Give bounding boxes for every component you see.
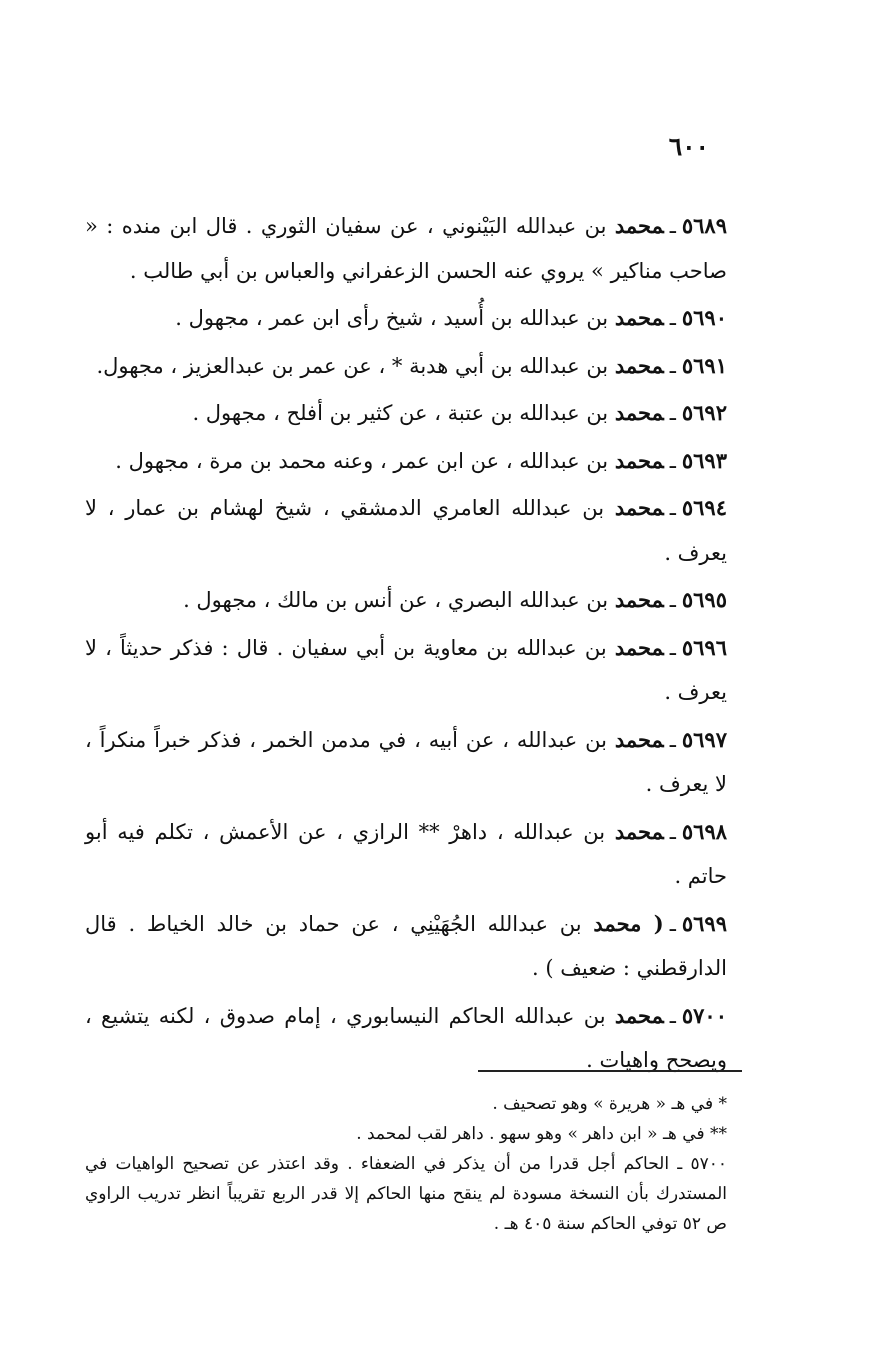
entry-number: ٥٦٩٤ xyxy=(681,495,727,520)
entry-dash: ـ xyxy=(669,727,676,752)
entry-number: ٥٦٩٦ xyxy=(681,634,727,660)
entry-dash: ـ xyxy=(669,635,676,660)
footnotes xyxy=(85,1089,727,1239)
entry-dash: ـ xyxy=(669,353,676,378)
entry-text: بن عبدالله ، داهرْ ** الرازي ، عن الأعمش ، تكلم فيه أبو حاتم . xyxy=(85,819,727,888)
entry-name: محمد xyxy=(614,818,664,844)
entry-dash: ـ xyxy=(669,214,676,238)
entry-dash: ـ xyxy=(669,448,676,473)
entry-name: محمد xyxy=(614,213,664,238)
entry-5697 xyxy=(85,718,727,807)
entry-number: ٥٦٩٢ xyxy=(681,400,727,425)
entry-5694 xyxy=(85,486,727,575)
entry-text: بن عبدالله بن أُسيد ، شيخ رأى ابن عمر ، مجهول . xyxy=(175,306,609,330)
entry-number: ٥٦٩٧ xyxy=(681,726,727,752)
entry-dash: ـ xyxy=(669,1003,676,1028)
footnote-2: ** في هـ « ابن داهر » وهو سهو . داهر لقب لمحمد . xyxy=(356,1124,727,1144)
entry-dash: ـ xyxy=(669,306,676,330)
entry-text: بن عبدالله الحاكم النيسابوري ، إمام صدوق ، لكنه يتشيع ، ويصحح واهيات . xyxy=(85,1003,727,1072)
entry-5696 xyxy=(85,626,727,715)
entry-name: محمد xyxy=(614,447,664,473)
entry-text: بن عبدالله ، عن ابن عمر ، وعنه محمد بن مرة ، مجهول . xyxy=(115,448,609,473)
entry-text: بن عبدالله البصري ، عن أنس بن مالك ، مجهول . xyxy=(183,588,609,612)
entry-name: محمد xyxy=(614,1002,664,1028)
entry-number: ٥٦٩٨ xyxy=(681,818,728,844)
entry-text: بن عبدالله بن عتبة ، عن كثير بن أفلح ، مجهول . xyxy=(192,401,609,425)
entry-number: ٥٦٩١ xyxy=(681,352,727,378)
entry-name: محمد xyxy=(614,587,664,612)
entry-text: بن عبدالله ، عن أبيه ، في مدمن الخمر ، فذكر خبراً منكراً ، لا يعرف . xyxy=(85,727,727,796)
page-number: ٦٠٠ xyxy=(668,132,709,161)
entry-5695 xyxy=(85,578,727,623)
entry-number: ٥٦٨٩ xyxy=(681,213,727,238)
entry-name: محمد xyxy=(614,305,664,330)
entry-5691 xyxy=(85,344,727,389)
footnote-1: * في هـ « هريرة » وهو تصحيف . xyxy=(492,1094,727,1114)
entry-name: محمد xyxy=(614,400,664,425)
entry-number: ٥٦٩٥ xyxy=(681,587,727,612)
entry-name: محمد xyxy=(614,495,664,520)
entries-list xyxy=(85,204,727,1086)
entry-text: بن عبدالله بن معاوية بن أبي سفيان . قال : فذكر حديثاً ، لا يعرف . xyxy=(85,635,727,704)
entry-number: ٥٦٩٠ xyxy=(681,305,727,330)
entry-5689 xyxy=(85,204,727,293)
entry-dash: ـ xyxy=(669,911,676,936)
entry-text: بن عبدالله العامري الدمشقي ، شيخ لهشام بن عمار ، لا يعرف . xyxy=(85,496,727,565)
entry-text: بن عبدالله بن أبي هدبة * ، عن عمر بن عبدالعزيز ، مجهول. xyxy=(96,353,609,378)
entry-name: محمد xyxy=(614,352,664,378)
footnote-3: ٥٧٠٠ ـ الحاكم أجل قدرا من أن يذكر في الضعفاء . وقد اعتذر عن تصحيح الواهيات في المستدرك بأن النسخة مسودة لم ينقح منها الحاكم إلا قدر الربع تقريباً انظر تدريب الراوي ص ٥٢ توفي الحاكم سنة ٤٠٥ هـ . xyxy=(85,1154,727,1234)
entry-5692 xyxy=(85,391,727,436)
entry-name: ( محمد xyxy=(593,910,664,936)
entry-dash: ـ xyxy=(669,819,676,844)
entry-name: محمد xyxy=(614,726,664,752)
entry-dash: ـ xyxy=(669,496,676,520)
entry-5699 xyxy=(85,902,727,991)
entry-dash: ـ xyxy=(669,588,676,612)
entry-dash: ـ xyxy=(669,401,676,425)
entry-5693 xyxy=(85,439,727,484)
entry-text: بن عبدالله البَيْنوني ، عن سفيان الثوري . قال ابن منده : « صاحب مناكير » يروي عنه الحسن الزعفراني والعباس بن أبي طالب . xyxy=(85,214,727,283)
entry-5698 xyxy=(85,810,727,899)
entry-number: ٥٧٠٠ xyxy=(681,1002,727,1028)
entry-number: ٥٦٩٩ xyxy=(681,910,727,936)
footnote-divider xyxy=(478,1070,742,1072)
entry-text: بن عبدالله الجُهَيْنِي ، عن حماد بن خالد الخياط . قال الدارقطني : ضعيف ) . xyxy=(85,911,727,980)
entry-5690 xyxy=(85,296,727,341)
entry-name: محمد xyxy=(614,634,664,660)
entry-number: ٥٦٩٣ xyxy=(681,447,727,473)
